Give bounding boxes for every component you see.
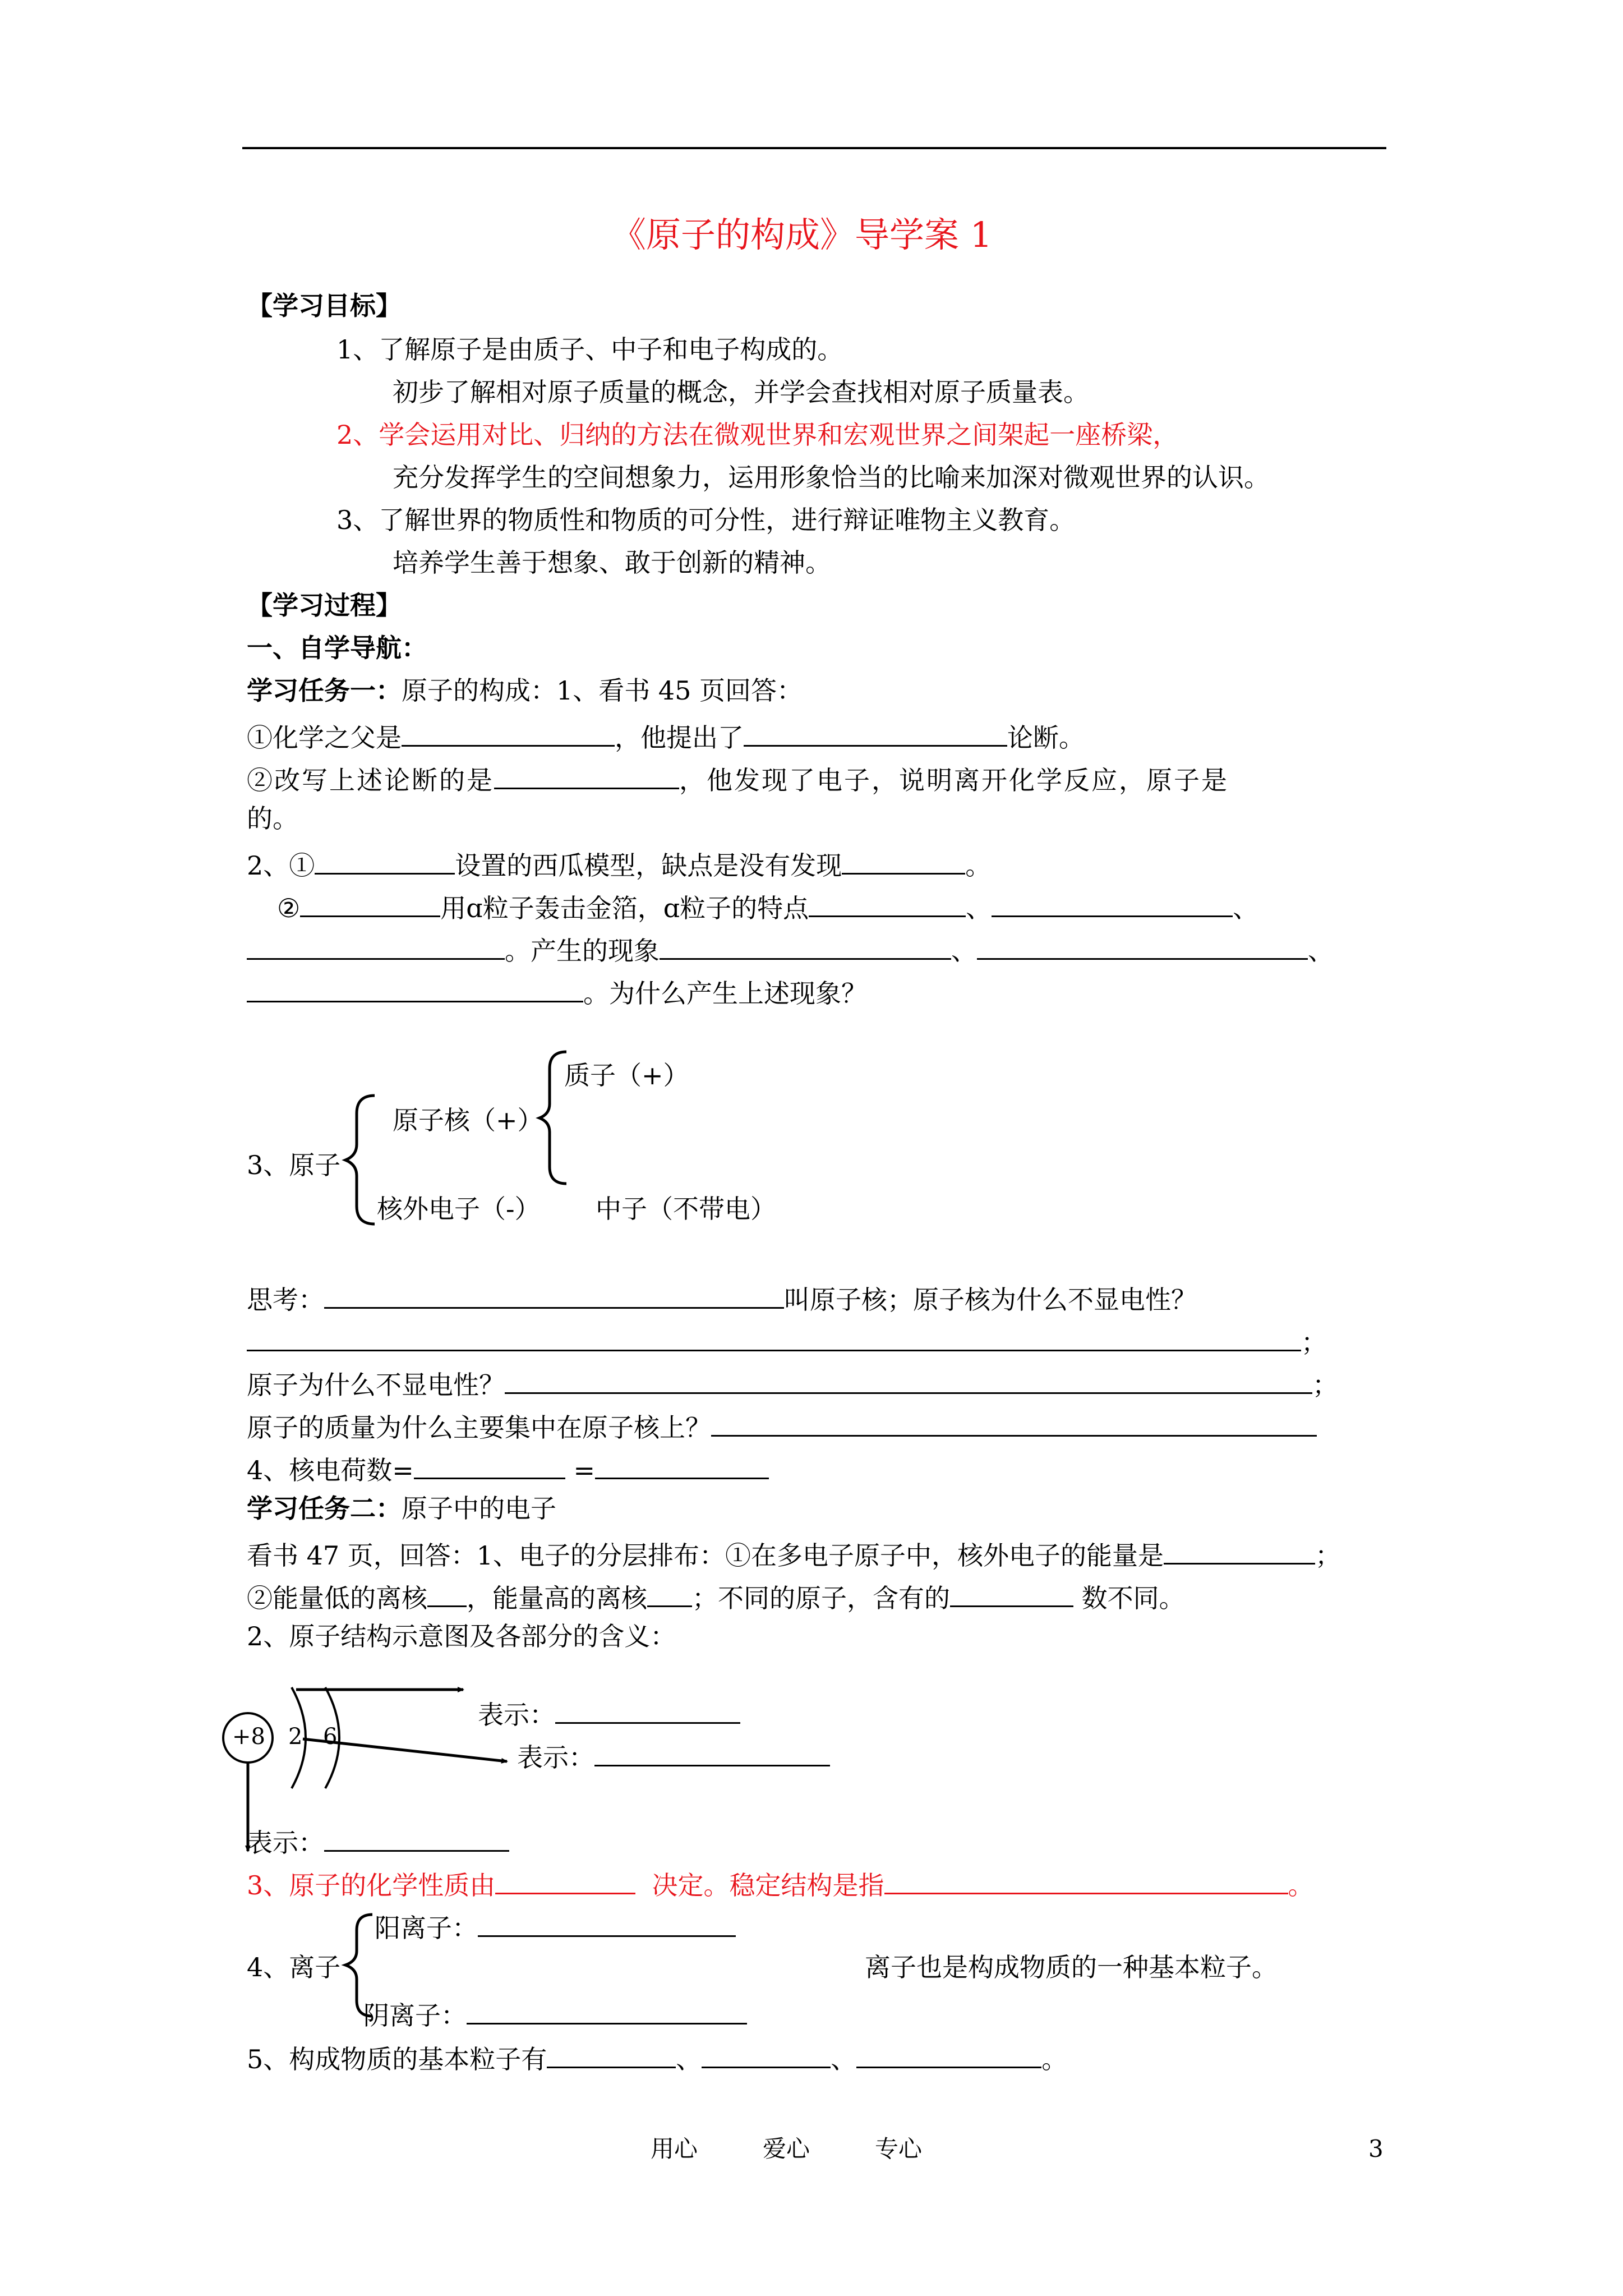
- particles-line: [247, 2042, 1067, 2072]
- equals-sign: =: [573, 1455, 595, 1485]
- q1a-post-text: 论断。: [1007, 723, 1085, 753]
- answer-blank[interactable]: [467, 1998, 747, 2024]
- footer-motto-2: 爱心: [763, 2135, 810, 2162]
- chem-post-text: 。: [1288, 1870, 1314, 1901]
- process-heading: 【学习过程】: [247, 590, 402, 620]
- objectives-heading: 【学习目标】: [247, 291, 402, 321]
- anion-line: [363, 1998, 747, 2031]
- page-title: 《原子的构成》导学案 1: [611, 214, 993, 255]
- means-label: 表示：: [247, 1828, 324, 1858]
- anion-label: 阴离子：: [363, 2000, 467, 2031]
- comma: 、: [966, 893, 992, 923]
- nucleus-charge-label: +8: [232, 1724, 265, 1750]
- comma: 、: [951, 936, 977, 966]
- answer-blank[interactable]: [856, 2042, 1041, 2068]
- comma: 、: [676, 2044, 702, 2074]
- comma: 、: [1233, 893, 1259, 923]
- ion-label: 4、离子: [247, 1952, 341, 1982]
- chem-pre-text: 3、原子的化学性质由: [247, 1870, 496, 1901]
- structure-atom: 3、原子: [247, 1150, 341, 1180]
- footer-motto-3: 专心: [875, 2135, 923, 2162]
- shell-2-electrons: 6: [323, 1724, 338, 1750]
- q1a-mid-text: ，他提出了: [615, 723, 744, 753]
- answer-blank[interactable]: [547, 2042, 676, 2068]
- nuclear-charge-text: 4、核电荷数=: [247, 1455, 414, 1485]
- objective-line-5: 3、了解世界的物质性和物质的可分性，进行辩证唯物主义教育。: [336, 505, 1076, 535]
- means-label: 表示：: [478, 1700, 555, 1730]
- page-number: 3: [1368, 2135, 1384, 2162]
- q2a-pre-text: 2、①: [247, 850, 315, 881]
- task2-q1-text: 看书 47 页，回答：1、电子的分层排布：①在多电子原子中，核外电子的能量是: [247, 1540, 1164, 1571]
- ion-note: 离子也是构成物质的一种基本粒子。: [865, 1952, 1278, 1982]
- task2-q2b-text: ，能量高的离核: [467, 1583, 647, 1613]
- structure-nucleus: 原子核（+）: [393, 1105, 543, 1135]
- footer-motto-1: 用心: [651, 2135, 698, 2162]
- structure-electron: 核外电子（-）: [377, 1194, 541, 1224]
- chem-mid-text: 决定。稳定结构是指: [652, 1870, 884, 1901]
- objective-line-2: 初步了解相对原子质量的概念，并学会查找相对原子质量表。: [393, 377, 1089, 407]
- structure-proton: 质子（+）: [564, 1060, 689, 1091]
- objective-line-6: 培养学生善于想象、敢于创新的精神。: [393, 547, 831, 578]
- task-2-text: 原子中的电子: [402, 1493, 556, 1524]
- q1b-post-text: ，他发现了电子，说明离开化学反应，原子是: [679, 765, 1229, 795]
- q2b-mid-text: 用ɑ粒子轰击金箔，ɑ粒子的特点: [440, 893, 809, 923]
- means-label: 表示：: [517, 1742, 594, 1773]
- particles-text: 5、构成物质的基本粒子有: [247, 2044, 547, 2074]
- period: 。: [1041, 2044, 1068, 2074]
- structure-neutron: 中子（不带电）: [596, 1194, 776, 1224]
- section-1-heading: 一、自学导航：: [247, 633, 427, 663]
- task2-q2a-text: ②能量低的离核: [247, 1583, 427, 1613]
- semicolon: ；: [1315, 1540, 1341, 1571]
- q2a-post-text: 。: [965, 850, 992, 881]
- q1b-pre-text: ②改写上述论断的是: [247, 765, 494, 795]
- task2-q2d-text: 数不同。: [1081, 1583, 1185, 1613]
- task-2-label: 学习任务二：: [247, 1493, 402, 1524]
- answer-blank[interactable]: [702, 2042, 831, 2068]
- comma: 、: [831, 2044, 857, 2074]
- task-2-q3: 2、原子结构示意图及各部分的含义：: [247, 1621, 676, 1651]
- task2-q2c-text: ；不同的原子，含有的: [692, 1583, 950, 1613]
- q2d-post-text: 。为什么产生上述现象？: [583, 978, 867, 1009]
- answer-blank[interactable]: [478, 1911, 736, 1937]
- objective-line-4: 充分发挥学生的空间想象力，运用形象恰当的比喻来加深对微观世界的认识。: [393, 462, 1270, 493]
- shell-1-electrons: 2: [288, 1724, 303, 1750]
- task-1-text: 原子的构成：1、看书 45 页回答：: [402, 675, 803, 706]
- q2b-pre-text: ②: [277, 893, 301, 923]
- comma: 、: [1308, 936, 1334, 966]
- semicolon: ；: [1312, 1370, 1338, 1400]
- q1a-pre-text: ①化学之父是: [247, 723, 402, 753]
- semicolon: ；: [1301, 1327, 1327, 1358]
- think-post-text: 叫原子核；原子核为什么不显电性？: [784, 1285, 1197, 1315]
- q2c-mid-text: 。产生的现象: [505, 936, 660, 966]
- think-pre-text: 思考：: [247, 1285, 324, 1315]
- atom-mass-text: 原子的质量为什么主要集中在原子核上？: [247, 1412, 711, 1443]
- atom-neutral-text: 原子为什么不显电性？: [247, 1370, 505, 1400]
- cation-label: 阳离子：: [375, 1913, 478, 1943]
- task-1-label: 学习任务一：: [247, 675, 402, 706]
- question-1b-end: 的。: [247, 803, 298, 834]
- cation-line: [375, 1911, 736, 1941]
- q2a-mid-text: 设置的西瓜模型，缺点是没有发现: [455, 850, 842, 881]
- objective-line-1: 1、了解原子是由质子、中子和电子构成的。: [336, 334, 843, 365]
- objective-line-3: 2、学会运用对比、归纳的方法在微观世界和宏观世界之间架起一座桥梁，: [336, 420, 1179, 450]
